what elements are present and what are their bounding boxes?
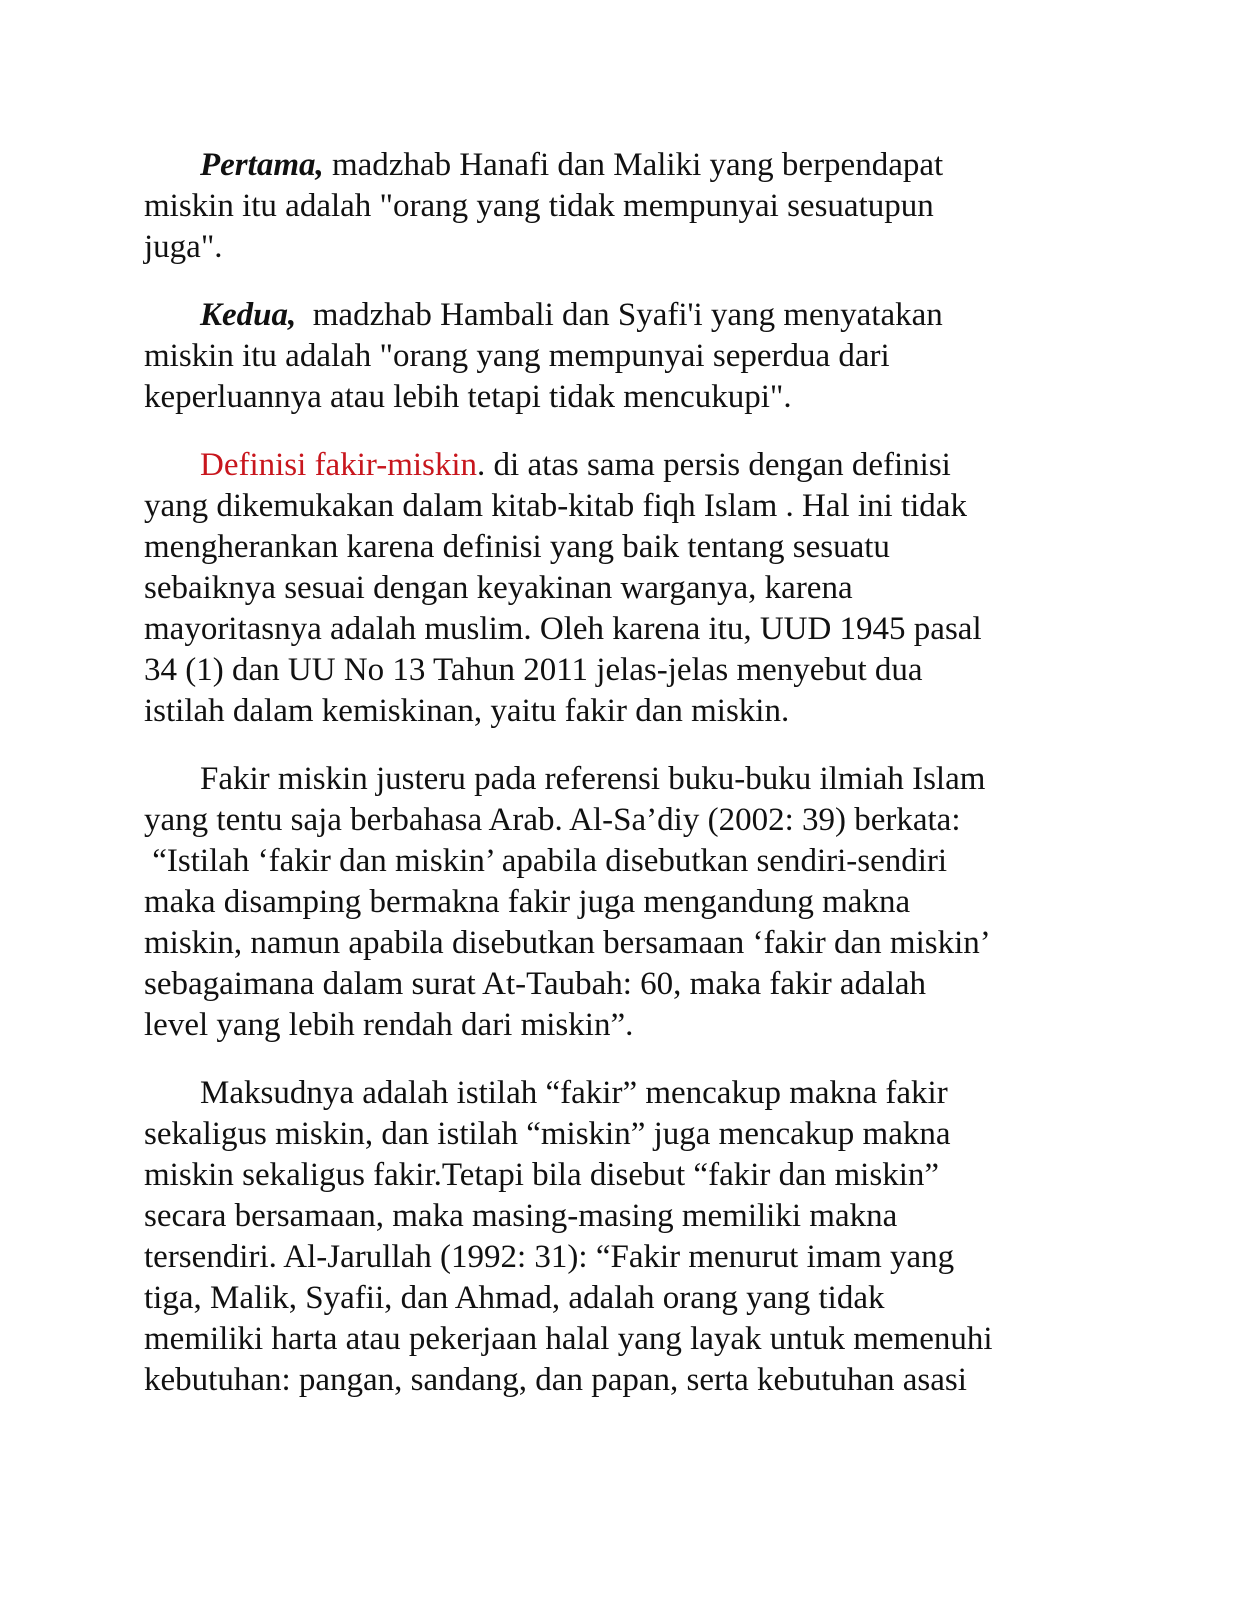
text-line: sebagaimana dalam surat At-Taubah: 60, maka fakir adalah <box>144 966 927 1002</box>
text-line: Maksudnya adalah istilah “fakir” mencakup makna fakir <box>200 1075 948 1111</box>
highlighted-phrase: Definisi fakir-miskin <box>200 447 478 483</box>
text-line: kebutuhan: pangan, sandang, dan papan, serta kebutuhan asasi <box>144 1362 967 1398</box>
text-line: sebaiknya sesuai dengan keyakinan warganya, karena <box>144 570 853 606</box>
text-line: keperluannya atau lebih tetapi tidak mencukupi". <box>144 379 792 415</box>
text-line: mayoritasnya adalah muslim. Oleh karena itu, UUD 1945 pasal <box>144 611 982 647</box>
text-line: miskin itu adalah "orang yang tidak mempunyai sesuatupun <box>144 188 934 224</box>
paragraph-definisi <box>144 445 1084 732</box>
text-line: level yang lebih rendah dari miskin”. <box>144 1007 634 1043</box>
text-line: memiliki harta atau pekerjaan halal yang layak untuk memenuhi <box>144 1321 993 1357</box>
paragraph-kedua <box>144 295 1084 418</box>
text-line: Kedua, madzhab Hambali dan Syafi'i yang menyatakan <box>200 297 943 333</box>
paragraph-pertama <box>144 145 1084 268</box>
text-line: sekaligus miskin, dan istilah “miskin” juga mencakup makna <box>144 1116 951 1152</box>
text-line: 34 (1) dan UU No 13 Tahun 2011 jelas-jelas menyebut dua <box>144 652 923 688</box>
text-line: Pertama, madzhab Hanafi dan Maliki yang berpendapat <box>200 147 944 183</box>
text-line: “Istilah ‘fakir dan miskin’ apabila disebutkan sendiri-sendiri <box>144 843 948 879</box>
text-line: maka disamping bermakna fakir juga mengandung makna <box>144 884 911 920</box>
paragraph-fakir-miskin <box>144 759 1084 1046</box>
text-line: tiga, Malik, Syafii, dan Ahmad, adalah orang yang tidak <box>144 1280 885 1316</box>
text-line: yang tentu saja berbahasa Arab. Al-Sa’diy (2002: 39) berkata: <box>144 802 961 838</box>
text-line: istilah dalam kemiskinan, yaitu fakir dan miskin. <box>144 693 790 729</box>
text-line: juga". <box>144 229 223 265</box>
text-line: miskin sekaligus fakir.Tetapi bila disebut “fakir dan miskin” <box>144 1157 940 1193</box>
paragraph-maksudnya <box>144 1073 1084 1401</box>
text-line: Fakir miskin justeru pada referensi buku-buku ilmiah Islam <box>200 761 986 797</box>
text-line: tersendiri. Al-Jarullah (1992: 31): “Fakir menurut imam yang <box>144 1239 955 1275</box>
text-line: Definisi fakir-miskin. di atas sama persis dengan definisi <box>200 447 951 483</box>
text-line: miskin, namun apabila disebutkan bersamaan ‘fakir dan miskin’ <box>144 925 991 961</box>
text-line: secara bersamaan, maka masing-masing memiliki makna <box>144 1198 898 1234</box>
lead-term-pertama: Pertama, <box>200 147 324 183</box>
text-line: miskin itu adalah "orang yang mempunyai seperdua dari <box>144 338 890 374</box>
document-page <box>144 145 1084 1428</box>
text-line: mengherankan karena definisi yang baik tentang sesuatu <box>144 529 890 565</box>
lead-term-kedua: Kedua, <box>200 297 297 333</box>
text-line: yang dikemukakan dalam kitab-kitab fiqh Islam . Hal ini tidak <box>144 488 967 524</box>
